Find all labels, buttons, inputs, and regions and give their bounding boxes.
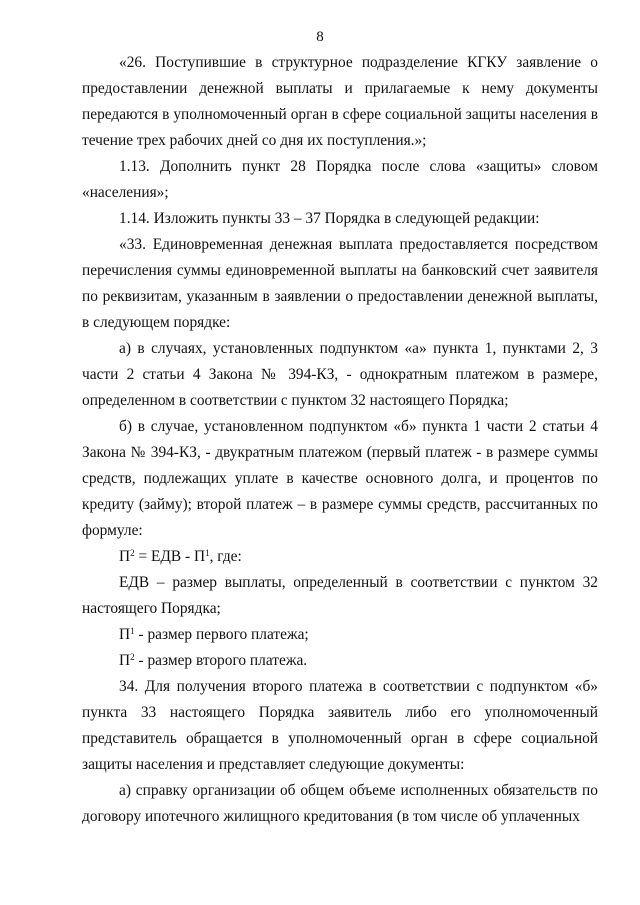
formula-equals: = ЕДВ - П [134, 548, 206, 565]
definition-p1-text: - размер первого платежа; [134, 626, 309, 643]
page-number: 8 [316, 29, 324, 45]
formula [82, 544, 598, 570]
paragraph-item-26: «26. Поступившие в структурное подразделение КГКУ заявление о предоставлении денежной выплаты и прилагаемые к нему документы передаются в уполномоченный орган в сфере социальной защиты населения в течение трех рабочих дней со дня их поступления.»; [82, 54, 598, 149]
document-body [82, 50, 598, 830]
paragraph-item-34-a: а) справку организации об общем объеме исполненных обязательств по договору ипотечного жилищного кредитования (в том числе об уплаченных [82, 782, 598, 825]
formula-p2-superscript: 2 [130, 548, 135, 558]
formula-p2: П [119, 548, 131, 565]
definition-p2-superscript: 2 [130, 652, 135, 662]
formula-p1-superscript: 1 [205, 548, 210, 558]
definition-p2-symbol: П [119, 652, 131, 669]
paragraph-subitem-a: а) в случаях, установленных подпунктом «а» пункта 1, пунктами 2, 3 части 2 статьи 4 Закона № 394-КЗ, - однократным платежом в размере, определенном в соответствии с пунктом 32 настоящего Порядка; [82, 340, 598, 409]
paragraph-subitem-b: б) в случае, установленном подпунктом «б» пункта 1 части 2 статьи 4 Закона № 394-КЗ, - двукратным платежом (первый платеж - в размере суммы средств, подлежащих уплате в качестве основного долга, и процентов по кредиту (займу); второй платеж – в размере суммы средств, рассчитанных по формуле: [82, 418, 598, 539]
paragraph-edv-definition: ЕДВ – размер выплаты, определенный в соответствии с пунктом 32 настоящего Порядка; [82, 574, 598, 617]
definition-p2 [82, 648, 598, 674]
definition-p1-symbol: П [119, 626, 131, 643]
definition-p2-text: - размер второго платежа. [134, 652, 308, 669]
formula-tail: , где: [209, 548, 242, 565]
definition-p1 [82, 622, 598, 648]
paragraph-item-34: 34. Для получения второго платежа в соответствии с подпунктом «б» пункта 33 настоящего Порядка заявитель либо его уполномоченный представитель обращается в уполномоченный орган в сфере социальной защиты населения и представляет следующие документы: [82, 678, 598, 773]
paragraph-1-13: 1.13. Дополнить пункт 28 Порядка после слова «защиты» словом «населения»; [82, 158, 598, 201]
paragraph-1-14: 1.14. Изложить пункты 33 – 37 Порядка в следующей редакции: [119, 210, 540, 227]
definition-p1-superscript: 1 [130, 626, 135, 636]
paragraph-item-33: «33. Единовременная денежная выплата предоставляется посредством перечисления суммы единовременной выплаты на банковский счет заявителя по реквизитам, указанным в заявлении о предоставлении денежной выплаты, в следующем порядке: [82, 236, 598, 331]
